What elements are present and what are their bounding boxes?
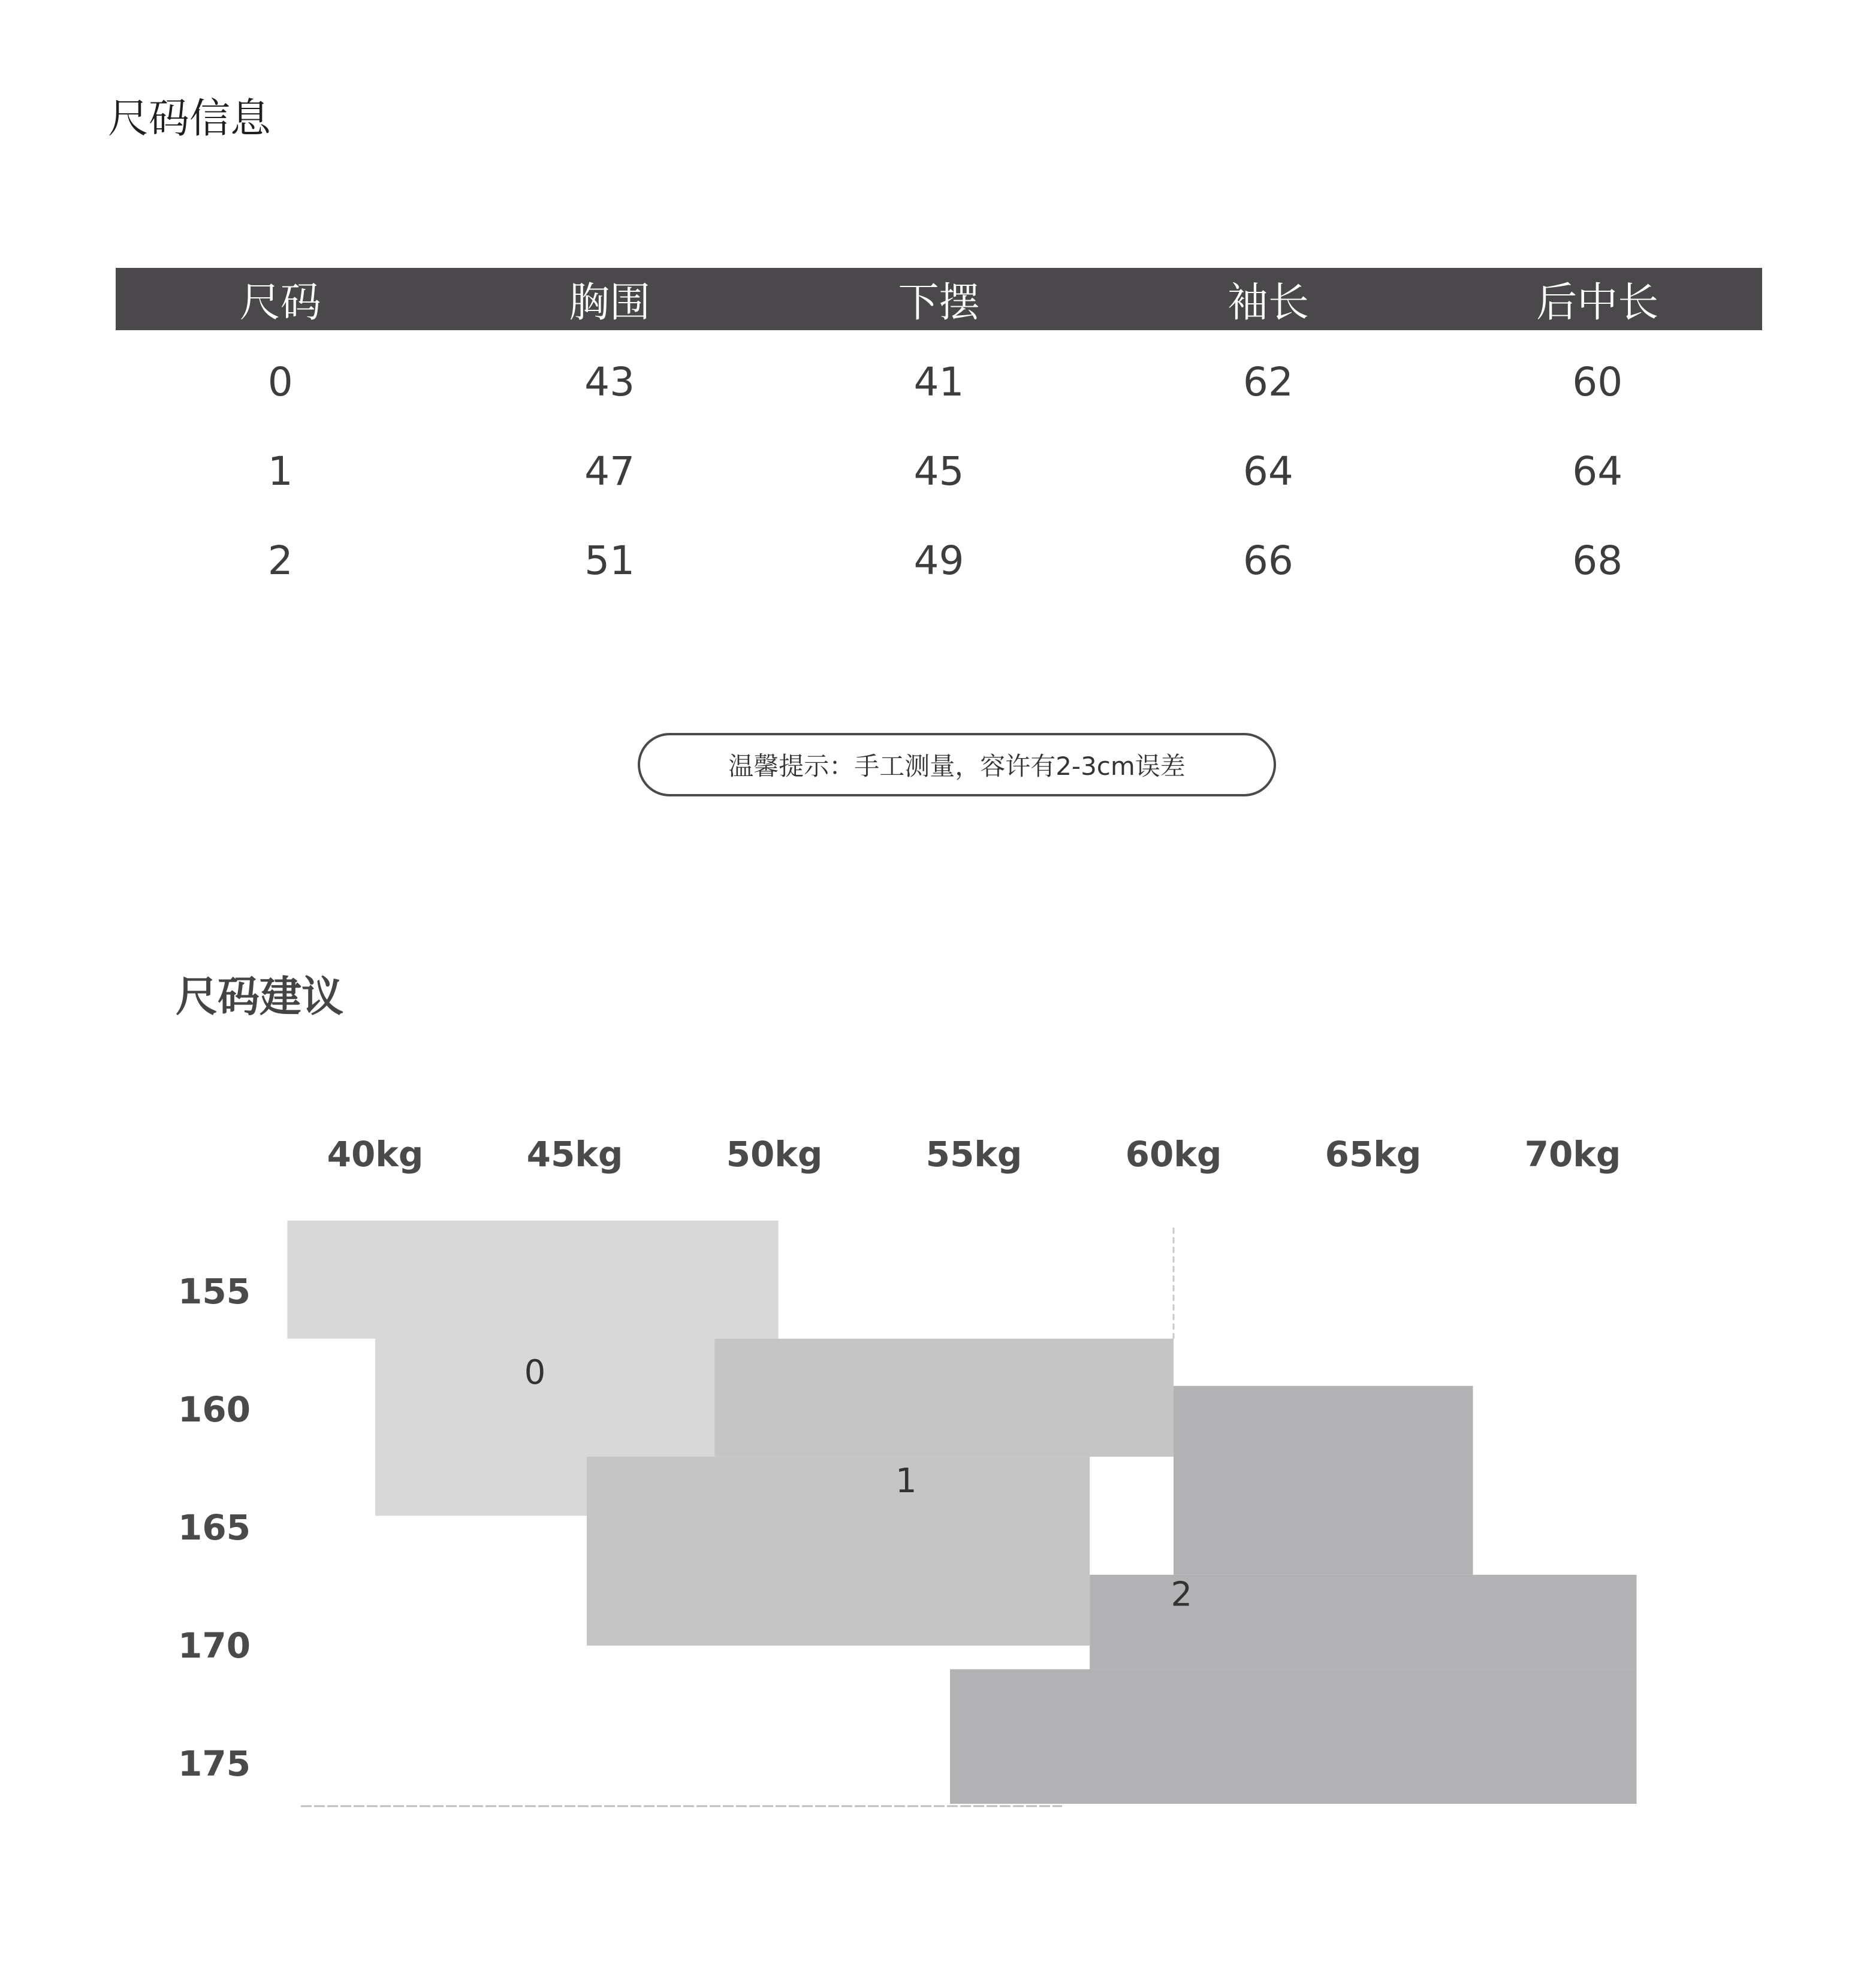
header-back-length: 后中长 bbox=[1433, 268, 1762, 330]
y-tick-label: 155 bbox=[178, 1271, 251, 1312]
cell-chest: 43 bbox=[584, 359, 635, 405]
cell-sleeve: 62 bbox=[1242, 359, 1293, 405]
x-tick-label: 55kg bbox=[925, 1134, 1023, 1175]
x-tick-label: 70kg bbox=[1524, 1134, 1621, 1175]
cell-back-length: 60 bbox=[1572, 359, 1623, 405]
header-sleeve: 袖长 bbox=[1103, 268, 1432, 330]
cell-size: 0 bbox=[267, 359, 293, 405]
cell-chest: 47 bbox=[584, 448, 635, 494]
cell-size: 2 bbox=[267, 538, 293, 584]
size-advice-title: 尺码建议 bbox=[176, 972, 343, 1021]
header-chest: 胸围 bbox=[445, 268, 774, 330]
cell-size: 1 bbox=[267, 448, 293, 494]
header-size: 尺码 bbox=[116, 268, 445, 330]
size-table bbox=[116, 268, 1762, 605]
cell-hem: 41 bbox=[913, 359, 964, 405]
cell-back-length: 64 bbox=[1572, 448, 1623, 494]
table-row bbox=[116, 330, 1762, 427]
y-tick-label: 165 bbox=[178, 1507, 251, 1548]
size-2-label: 2 bbox=[1171, 1575, 1193, 1614]
size-2-region-0 bbox=[1174, 1386, 1473, 1575]
y-tick-label: 170 bbox=[178, 1625, 251, 1666]
cell-sleeve: 66 bbox=[1242, 538, 1293, 584]
size-1-region-0 bbox=[714, 1339, 1174, 1457]
header-hem: 下摆 bbox=[774, 268, 1103, 330]
cell-hem: 49 bbox=[913, 538, 964, 584]
cell-hem: 45 bbox=[913, 448, 964, 494]
cell-back-length: 68 bbox=[1572, 538, 1623, 584]
size-1-region-1 bbox=[587, 1457, 1090, 1646]
cell-sleeve: 64 bbox=[1242, 448, 1293, 494]
size-1-label: 1 bbox=[895, 1462, 917, 1501]
y-tick-label: 175 bbox=[178, 1743, 251, 1784]
x-tick-label: 40kg bbox=[327, 1134, 424, 1175]
size-table-header-row bbox=[116, 268, 1762, 330]
y-tick-label: 160 bbox=[178, 1389, 251, 1430]
size-info-title: 尺码信息 bbox=[108, 95, 272, 143]
table-row bbox=[116, 427, 1762, 516]
x-tick-label: 65kg bbox=[1325, 1134, 1422, 1175]
size-0-region-0 bbox=[287, 1221, 778, 1339]
size-0-label: 0 bbox=[524, 1353, 546, 1392]
size-advice-chart bbox=[0, 1091, 1876, 1870]
measurement-notice: 温馨提示：手工测量，容许有2-3cm误差 bbox=[638, 733, 1276, 796]
size-2-region-2 bbox=[950, 1669, 1637, 1804]
x-tick-label: 50kg bbox=[726, 1134, 823, 1175]
table-row bbox=[116, 516, 1762, 605]
x-tick-label: 60kg bbox=[1125, 1134, 1222, 1175]
cell-chest: 51 bbox=[584, 538, 635, 584]
x-tick-label: 45kg bbox=[526, 1134, 623, 1175]
